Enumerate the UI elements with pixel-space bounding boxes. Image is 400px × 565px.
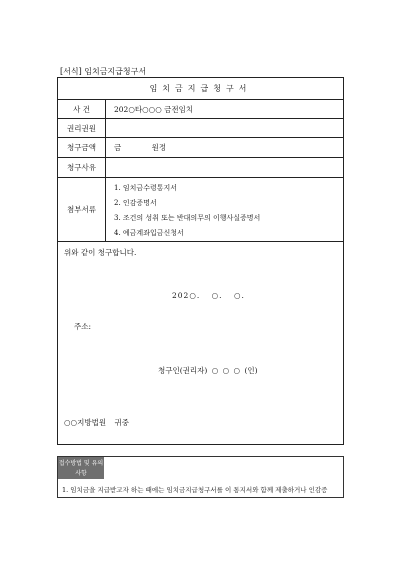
notice-text: 1. 임치금을 지급받고자 하는 때에는 임치금지급청구서를 이 통지서와 함께 제출하거나 인감증 [62, 486, 328, 494]
reason-label: 청구사유 [58, 158, 106, 177]
form-title: 임치금지급청구서 [58, 78, 343, 100]
attachments-label: 첨부서류 [58, 178, 106, 241]
amount-value: 금 원정 [114, 143, 167, 152]
court-addressee: ○○지방법원 귀중 [64, 418, 129, 427]
right-holder-row [58, 119, 343, 138]
notice-box [57, 456, 344, 498]
date-text: 202○. ○. ○. [172, 291, 245, 300]
attachment-item: 1. 임치금수령통지서 [114, 184, 177, 192]
amount-row [58, 138, 343, 158]
case-value: 202○타○○○ 금전임치 [114, 105, 194, 114]
attachment-item: 3. 조건의 성취 또는 반대의무의 이행사실증명서 [114, 214, 261, 222]
notice-tab: 접수방법 및 유의사항 [58, 457, 104, 479]
attachment-item: 4. 예금계좌입금신청서 [114, 229, 184, 237]
attachments-row [58, 178, 343, 242]
claim-form [57, 77, 344, 445]
right-holder-label: 권리권원 [58, 119, 106, 137]
form-tag: [서식] 임치금지급청구서 [60, 67, 147, 76]
attachment-item: 2. 인감증명서 [114, 199, 157, 207]
request-text: 위와 같이 청구합니다. [64, 248, 137, 257]
case-row [58, 100, 343, 119]
attachments-list [114, 181, 260, 241]
address-text: 주소: [74, 322, 92, 331]
amount-label: 청구금액 [58, 138, 106, 157]
reason-row [58, 158, 343, 178]
case-label: 사 건 [58, 100, 106, 118]
claimant-signature: 청구인(권리자) ○ ○ ○ (인) [158, 366, 258, 375]
